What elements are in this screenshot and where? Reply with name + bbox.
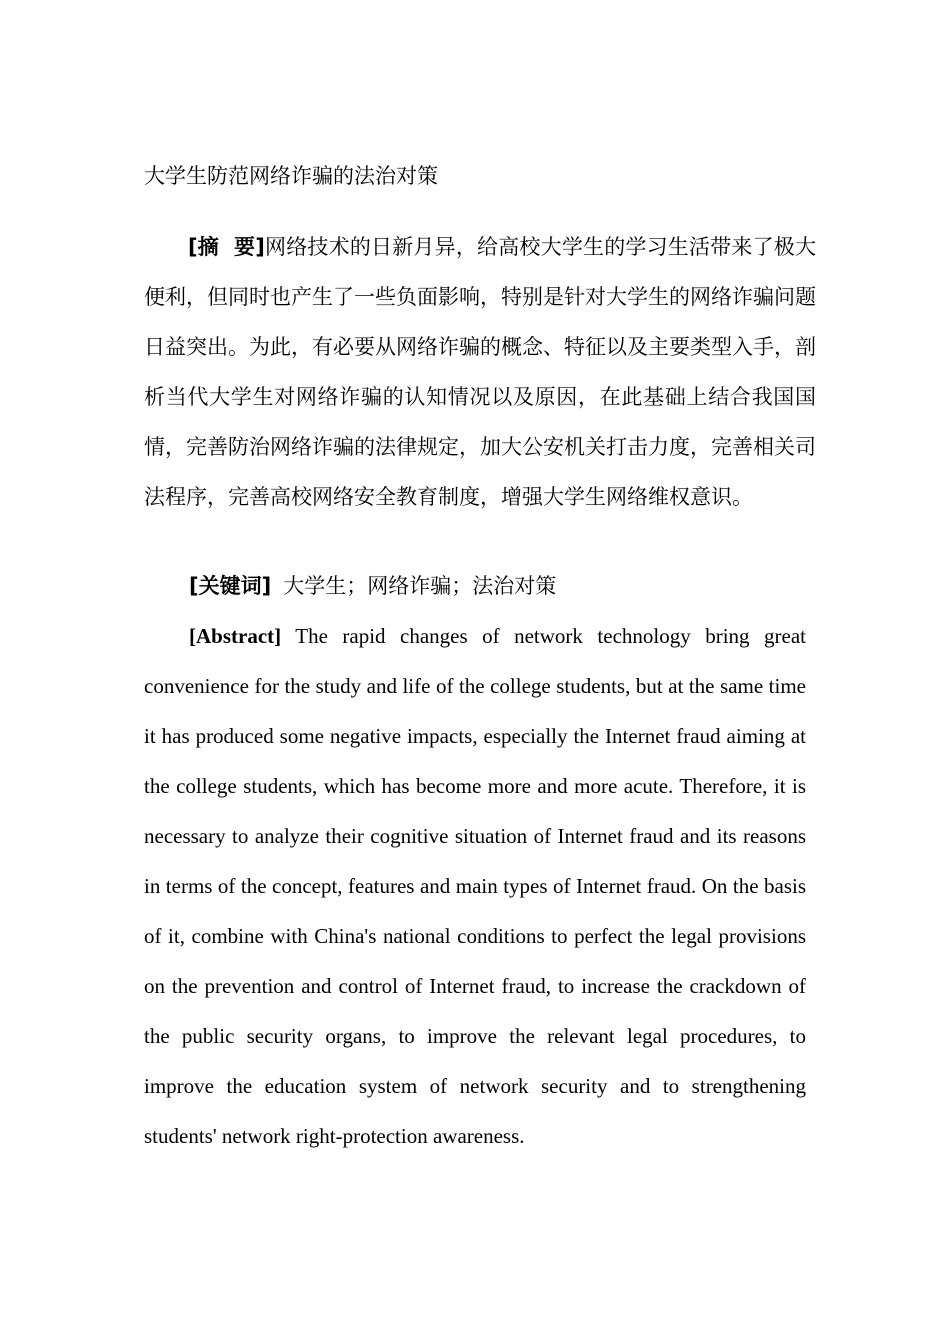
english-abstract-text: The rapid changes of network technology bring great convenience for the study and life of the college students, but at the same time it has produced some negative impacts, especially the Internet fraud aiming at the college students, which has become more and more acute. Therefore, it is necessary to analyze their cognitive situation of Internet fraud and its reasons in terms of the concept, features and main types of Internet fraud. On the basis of it, combine with China's national conditions to perfect the legal provisions on the prevention and control of Internet fraud, to increase the crackdown of the public security organs, to improve the relevant legal procedures, to improve the education system of network security and to strengthening students' network right-protection awareness. bbox=[144, 624, 806, 1148]
chinese-keywords-label: [关键词] bbox=[189, 574, 272, 598]
chinese-keywords bbox=[189, 561, 556, 611]
english-abstract-label: [Abstract] bbox=[189, 624, 282, 648]
document-title: 大学生防范网络诈骗的法治对策 bbox=[144, 164, 438, 188]
chinese-abstract-text: 网络技术的日新月异，给高校大学生的学习生活带来了极大便利，但同时也产生了一些负面影响，特别是针对大学生的网络诈骗问题日益突出。为此，有必要从网络诈骗的概念、特征以及主要类型入手，剖析当代大学生对网络诈骗的认知情况以及原因，在此基础上结合我国国情，完善防治网络诈骗的法律规定，加大公安机关打击力度，完善相关司法程序，完善高校网络安全教育制度，增强大学生网络维权意识。 bbox=[144, 235, 817, 509]
english-abstract bbox=[144, 611, 806, 1161]
chinese-abstract bbox=[144, 222, 816, 522]
chinese-keywords-text: 大学生；网络诈骗；法治对策 bbox=[283, 574, 557, 598]
chinese-abstract-label: [摘 要] bbox=[188, 235, 265, 259]
